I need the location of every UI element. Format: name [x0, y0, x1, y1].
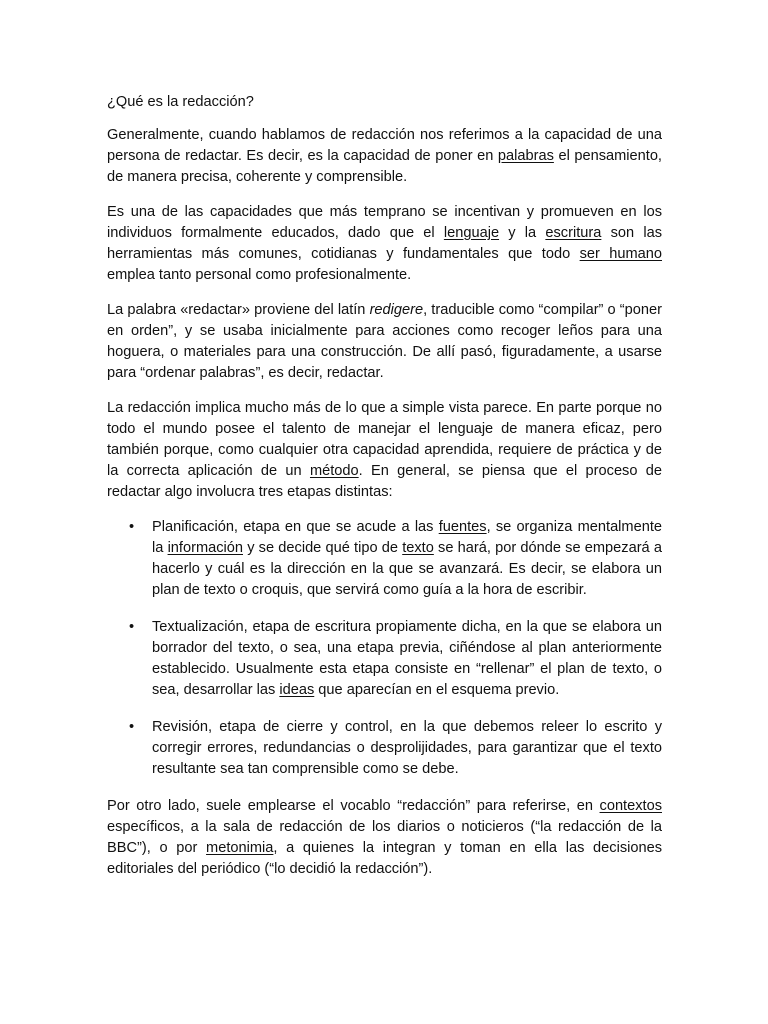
text: Generalmente, cuando hablamos de redacción nos referimos a la capacidad de una persona de redactar. Es decir, es la capacidad de poner en	[107, 127, 662, 164]
link-informacion[interactable]: información	[167, 540, 243, 556]
link-palabras[interactable]: palabras	[497, 148, 554, 164]
text: y se decide qué tipo de	[243, 540, 403, 556]
paragraph-1	[107, 125, 662, 188]
text: La redacción implica mucho más de lo que a simple vista parece. En parte porque no todo el mundo posee el talento de manejar el lenguaje de manera eficaz, pero también porque, como cualquier otra capacidad aprendida, requiere de práctica y de la correcta aplicación de un	[107, 400, 662, 479]
text: se hará, por dónde se empezará a hacerlo y cuál es la dirección en la que se avanzará. Es decir, se elabora un plan de texto o croquis, que servirá como guía a la hora de escribir.	[152, 540, 662, 598]
text: , se organiza mentalmente la	[152, 519, 662, 556]
link-ser-humano[interactable]: ser humano	[579, 246, 662, 262]
link-lenguaje[interactable]: lenguaje	[443, 225, 500, 241]
text: Planificación, etapa en que se acude a las	[152, 519, 439, 535]
bullet-icon: •	[129, 619, 135, 635]
link-texto[interactable]: texto	[402, 540, 434, 556]
text: que aparecían en el esquema previo.	[314, 682, 560, 698]
text: emplea tanto personal como profesionalmente.	[107, 267, 412, 283]
list-item	[107, 517, 662, 601]
list-item	[107, 717, 662, 780]
paragraph-2	[107, 202, 662, 286]
text: Por otro lado, suele emplearse el vocablo “redacción” para referirse, en	[107, 798, 600, 814]
paragraph-5	[107, 796, 662, 880]
link-escritura[interactable]: escritura	[545, 225, 602, 241]
bullet-icon: •	[129, 519, 135, 535]
text: el pensamiento, de manera precisa, coherente y comprensible.	[107, 148, 662, 185]
page-title: ¿Qué es la redacción?	[107, 94, 254, 110]
text: , a quienes la integran y toman en ella las decisiones editoriales del periódico (“lo decidió la redacción”).	[107, 840, 663, 877]
link-contextos[interactable]: contextos	[599, 798, 662, 814]
list-item	[107, 617, 662, 701]
link-metodo[interactable]: método	[309, 463, 359, 479]
link-ideas[interactable]: ideas	[279, 682, 315, 698]
stages-list	[107, 517, 662, 780]
bullet-icon: •	[129, 719, 135, 735]
text: . En general, se piensa que el proceso de redactar algo involucra tres etapas distintas:	[107, 463, 663, 500]
text: son las herramientas más comunes, cotidianas y fundamentales que todo	[107, 225, 662, 262]
italic-term: redigere	[369, 302, 424, 318]
paragraph-4	[107, 398, 662, 503]
text: Textualización, etapa de escritura propiamente dicha, en la que se elabora un borrador del texto, o sea, una etapa previa, ciñéndose al plan anteriormente establecido. Usualmente esta etapa consiste en “rellenar” el plan de texto, o sea, desarrollar las	[152, 619, 662, 698]
paragraph-3	[107, 300, 662, 384]
text: , traducible como “compilar” o “poner en orden”, y se usaba inicialmente para acciones como recoger leños para una hoguera, o materiales para una construcción. De allí pasó, figuradamente, a usarse para “ordenar palabras”, es decir, redactar.	[107, 302, 662, 381]
text: Revisión, etapa de cierre y control, en la que debemos releer lo escrito y corregir errores, redundancias o desprolijidades, para garantizar que el texto resultante sea tan comprensible como se debe.	[152, 719, 662, 777]
text: La palabra «redactar» proviene del latín	[107, 302, 370, 318]
link-fuentes[interactable]: fuentes	[438, 519, 487, 535]
link-metonimia[interactable]: metonimia	[206, 840, 274, 856]
text: y la	[499, 225, 546, 241]
text: específicos, a la sala de redacción de los diarios o noticieros (“la redacción de la BBC”), o por	[107, 819, 662, 856]
text: Es una de las capacidades que más temprano se incentivan y promueven en los individuos formalmente educados, dado que el	[107, 204, 662, 241]
